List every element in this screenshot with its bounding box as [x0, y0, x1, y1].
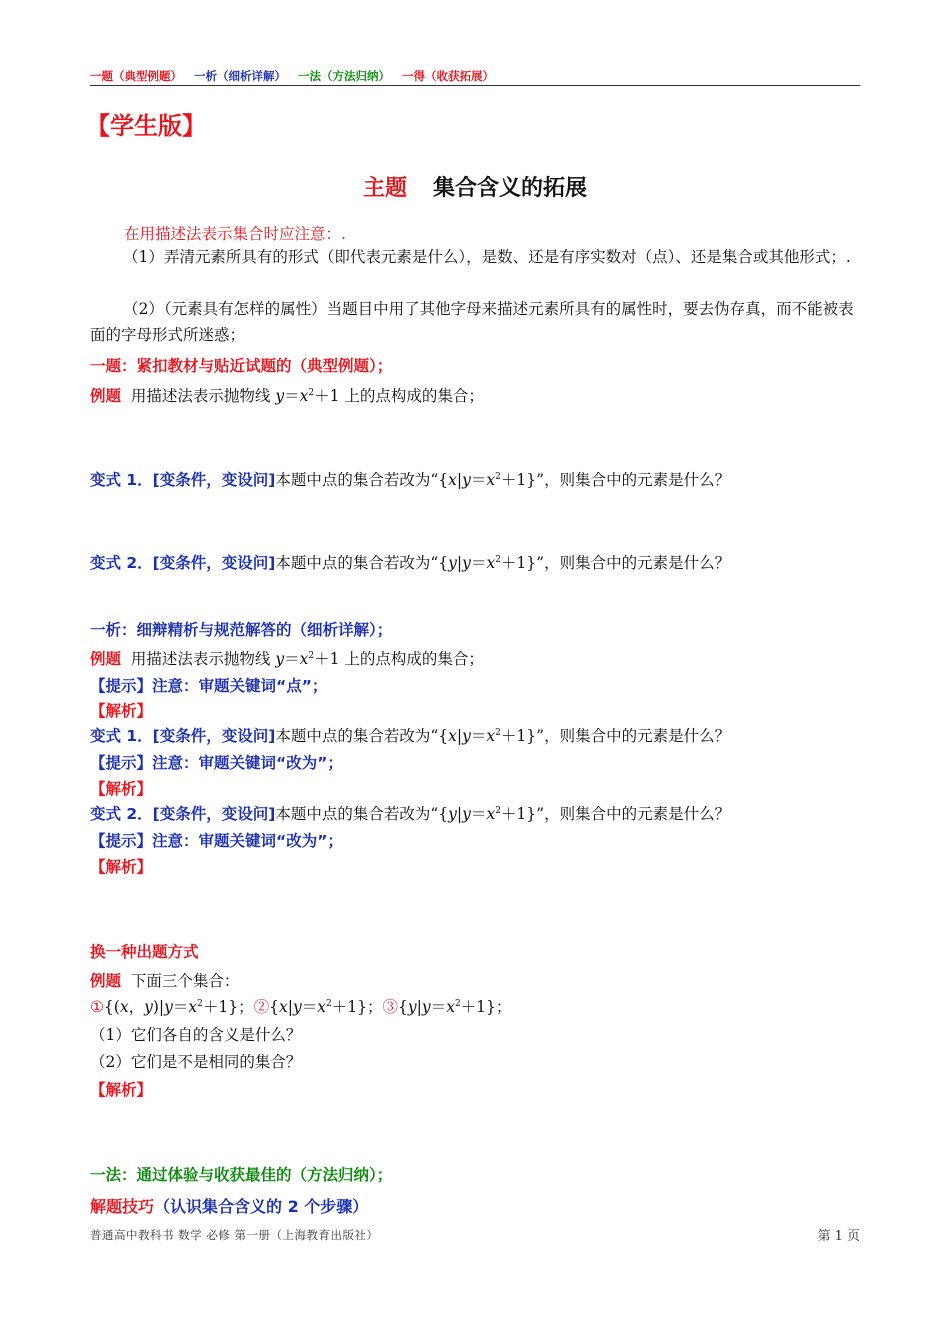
question-2: （2）它们是不是相同的集合？	[90, 1053, 302, 1071]
variant-2-repeat: 变式 2．[变条件，变设问]本题中点的集合若改为“$\{y|y=x^2+1\}$”，则集合中的元素是什么？	[90, 805, 731, 823]
variant-1-repeat: 变式 1．[变条件，变设问]本题中点的集合若改为“$\{x|y=x^2+1\}$”，则集合中的元素是什么？	[90, 727, 731, 745]
hint-3: 【提示】注意：审题关键词“改为”；	[90, 832, 343, 850]
variant-1: 变式 1．[变条件，变设问]本题中点的集合若改为“$\{x|y=x^2+1\}$”，则集合中的元素是什么？	[90, 471, 731, 489]
solution-tip-label: 解题技巧	[90, 1197, 155, 1216]
header-bar	[90, 68, 502, 84]
section3-heading: 换一种出题方式	[90, 943, 199, 961]
title-prefix: 主题	[362, 176, 407, 201]
student-label: 【学生版】	[86, 112, 206, 140]
analysis-4: 【解析】	[90, 1081, 153, 1099]
footer-source: 普通高中教科书 数学 必修 第一册（上海教育出版社）	[90, 1228, 379, 1242]
analysis-1: 【解析】	[90, 702, 153, 720]
header-rule	[90, 85, 860, 86]
variant-2: 变式 2．[变条件，变设问]本题中点的集合若改为“$\{y|y=x^2+1\}$”，则集合中的元素是什么？	[90, 554, 731, 572]
section1-heading: 一题：紧扣教材与贴近试题的（典型例题）；	[90, 357, 393, 375]
example-2: 例题 用描述法表示抛物线 $y=x^2+1$ 上的点构成的集合；	[90, 650, 484, 668]
notice-p2: （2）（元素具有怎样的属性）当题目中用了其他字母来描述元素所具有的属性时，要去伪存真，而不能被表面的字母形式所迷惑；	[90, 300, 854, 344]
solution-tip	[90, 1194, 368, 1217]
section4-heading: 一法：通过体验与收获最佳的（方法归纳）；	[90, 1166, 393, 1184]
page-number: 第 1 页	[817, 1229, 860, 1244]
analysis-3: 【解析】	[90, 858, 153, 876]
header-item-3: 一法（方法归纳）	[298, 69, 391, 83]
hint-1: 【提示】注意：审题关键词“点”；	[90, 677, 328, 695]
example-3: 例题 下面三个集合：	[90, 972, 240, 990]
analysis-2: 【解析】	[90, 780, 153, 798]
page-title	[0, 171, 950, 202]
solution-tip-desc: （认识集合含义的 2 个步骤）	[154, 1197, 369, 1216]
notice-p1: （1）弄清元素所具有的形式（即代表元素是什么），是数、还是有序实数对（点）、还是集合或其他形式；.	[123, 248, 851, 266]
hint-2: 【提示】注意：审题关键词“改为”；	[90, 754, 343, 772]
three-sets: ①{(x，$y)|y=x^2+1$}；$②\{x|y=x^2+1\}$；$③\{y|y=x^2+1\}$；	[90, 998, 512, 1016]
title-text: 集合含义的拓展	[433, 176, 588, 201]
header-item-1: 一题（典型例题）	[90, 69, 182, 83]
notice-heading: 在用描述法表示集合时应注意：.	[124, 225, 346, 243]
header-item-4: 一得（收获拓展）	[402, 69, 495, 83]
section2-heading: 一析：细辩精析与规范解答的（细析详解）；	[90, 621, 393, 639]
header-item-2: 一析（细析详解）	[194, 69, 287, 83]
example-1: 例题 用描述法表示抛物线 $y=x^2+1$ 上的点构成的集合；	[90, 387, 484, 405]
question-1: （1）它们各自的含义是什么？	[90, 1026, 302, 1044]
